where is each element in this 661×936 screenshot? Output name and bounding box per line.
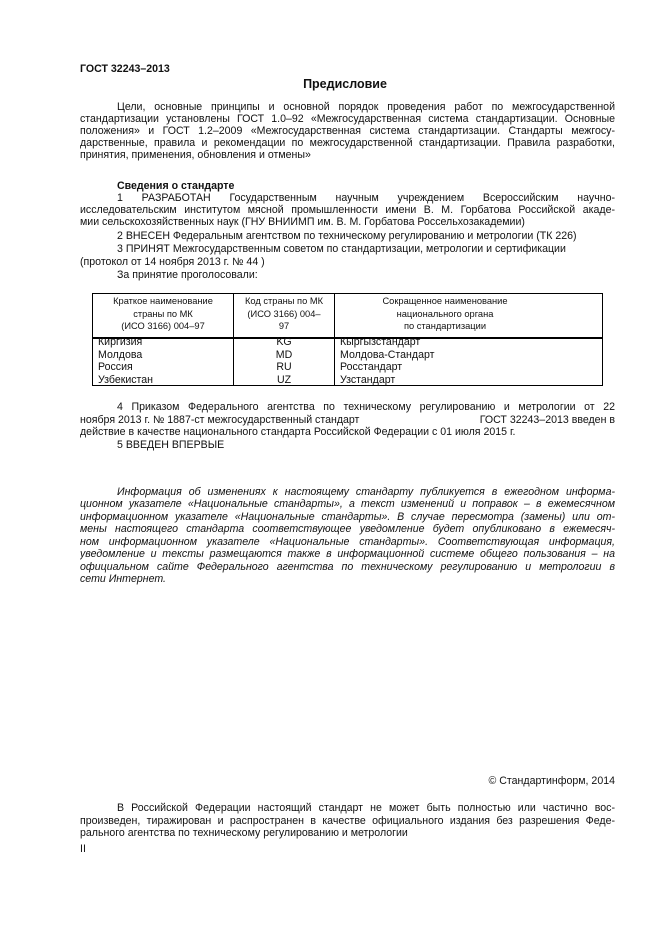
page-number: II: [80, 843, 86, 855]
text-line: мии сельскохозяйственных наук (ГНУ ВНИИМП им. В. М. Горбатова Россельхозакадемии): [80, 216, 525, 228]
text-line: сети Интернет.: [80, 573, 166, 585]
table-cell: Россия: [98, 361, 133, 374]
column-header: Краткое наименование страны по МК (ИСО 3166) 004–97: [113, 296, 213, 331]
text-line: рального агентства по техническому регулированию и метрологии: [80, 827, 408, 839]
text-line: 4 Приказом Федерального агентства по техническому регулированию и метрологии от 22: [117, 401, 615, 413]
text-line: положения» и ГОСТ 1.2–2009 «Межгосударственная система стандартизации. Стандарты межгосу-: [80, 125, 615, 137]
text-line: дарственные, правила и рекомендации по межгосударственной стандартизации. Правила разработки,: [80, 137, 615, 149]
table-cell: KG: [276, 336, 292, 348]
table-cell: RU: [276, 361, 292, 374]
country-column: [98, 336, 153, 386]
text-line: Цели, основные принципы и основной порядок проведения работ по межгосударственной: [117, 101, 615, 113]
text-line: 5 ВВЕДЕН ВПЕРВЫЕ: [117, 439, 225, 451]
column-header: Сокращенное наименование национального органа по стандартизации: [382, 296, 508, 331]
text-line: принятия, применения, обновления и отмены»: [80, 149, 311, 161]
text-line: ном информационном указателе «Национальные стандарты». Соответствующая информация,: [80, 536, 615, 548]
table-cell: Кыргызстандарт: [340, 336, 421, 348]
table-cell: Узбекистан: [98, 373, 154, 386]
text-line: За принятие проголосовали:: [117, 269, 258, 281]
text-line: мены настоящего стандарта соответствующее уведомление будет опубликовано в ежемесяч-: [80, 523, 615, 535]
text-line: исследовательским институтом мясной промышленности имени В. М. Горбатова Российской акаде-: [80, 204, 615, 216]
text-line: 3 ПРИНЯТ Межгосударственным советом по стандартизации, метрологии и сертификации: [117, 243, 566, 255]
text-line: (протокол от 14 ноября 2013 г. № 44 ): [80, 256, 265, 268]
table-cell: UZ: [276, 373, 292, 386]
table-cell: Молдова-Стандарт: [340, 348, 435, 361]
table-cell: Молдова: [98, 348, 143, 361]
text-line: ГОСТ 32243–2013 введен в: [479, 414, 615, 426]
text-line: В Российской Федерации настоящий стандарт не может быть полностью или частично вос-: [117, 802, 615, 814]
text-line: стандартизации установлены ГОСТ 1.0–92 «Межгосударственная система стандартизации. Основные: [80, 113, 615, 125]
text-line: уведомление и тексты размещаются также в информационной системе общего пользования – на: [80, 548, 615, 560]
text-line: действие в качестве национального стандарта Российской Федерации с 01 июля 2015 г.: [80, 426, 516, 438]
doc-number: ГОСТ 32243–2013: [80, 63, 170, 75]
table-cell: Росстандарт: [340, 361, 403, 374]
text-line: Информация об изменениях к настоящему стандарту публикуется в ежегодном информа-: [117, 486, 615, 498]
text-line: 2 ВНЕСЕН Федеральным агентством по техническому регулированию и метрологии (ТК 226): [117, 230, 577, 242]
table-cell: MD: [275, 348, 293, 361]
text-line: официальном сайте Федерального агентства по техническому регулированию и метрологии в: [80, 561, 615, 573]
text-line: ноября 2013 г. № 1887-ст межгосударственный стандарт: [80, 414, 360, 426]
text-line: информационном указателе «Национальные стандарты». В случае пересмотра (замены) или от-: [80, 511, 615, 523]
section-heading: Сведения о стандарте: [117, 180, 235, 192]
voting-countries-table: [92, 293, 603, 386]
table-cell: Узстандарт: [340, 373, 396, 386]
copyright: © Стандартинформ, 2014: [488, 775, 615, 787]
text-line: 1 РАЗРАБОТАН Государственным научным учреждением Всероссийским научно-: [117, 192, 615, 204]
page-title: Предисловие: [303, 77, 387, 91]
text-line: произведен, тиражирован и распространен в качестве официального издания без разрешения Феде-: [80, 815, 615, 827]
column-header: Код страны по МК (ИСО 3166) 004– 97: [245, 296, 323, 331]
code-column: [234, 336, 334, 386]
text-line: ционном указателе «Национальные стандарты», а текст изменений и поправок – в ежемесячном: [80, 498, 615, 510]
agency-column: [340, 336, 435, 386]
table-cell: Киргизия: [98, 336, 143, 348]
